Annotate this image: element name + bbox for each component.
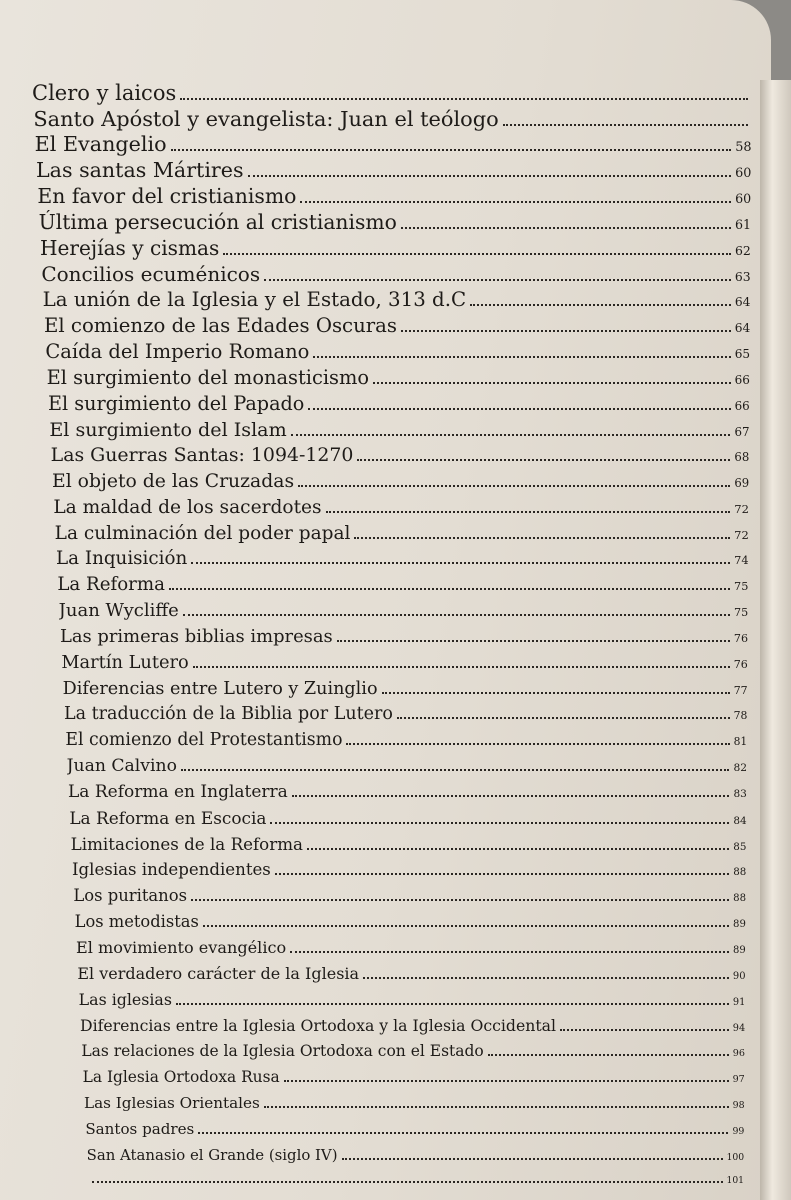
dot-leader: [290, 950, 729, 953]
dot-leader: [291, 433, 731, 436]
toc-entry: [53, 496, 749, 521]
entry-title: La Inquisición: [56, 548, 188, 569]
toc-entry: [71, 834, 747, 858]
entry-page: 63: [734, 269, 751, 284]
toc-entry: [77, 964, 745, 987]
entry-page: 94: [732, 1023, 746, 1034]
entry-title: Los metodistas: [74, 912, 199, 931]
toc-entry: [60, 626, 748, 650]
dot-leader: [382, 691, 730, 694]
entry-title: El objeto de las Cruzadas: [52, 471, 295, 492]
dot-leader: [326, 510, 731, 513]
entry-title: Santos padres: [85, 1120, 195, 1138]
toc-entry: [67, 756, 747, 779]
toc-entry: [80, 1016, 745, 1039]
dot-leader: [284, 1079, 729, 1082]
dot-leader: [470, 303, 731, 306]
entry-title: La Reforma en Escocia: [69, 808, 267, 828]
toc-entry: [83, 1068, 745, 1089]
entry-page: 58: [735, 140, 752, 155]
toc-entry: [55, 522, 749, 547]
entry-page: 74: [734, 553, 749, 567]
entry-page: 76: [733, 658, 748, 671]
entry-page: 60: [735, 166, 752, 181]
entry-page: 83: [733, 788, 747, 800]
toc-entry: [72, 860, 746, 883]
entry-page: 89: [733, 919, 746, 930]
entry-title: El Evangelio: [34, 132, 167, 156]
dot-leader: [401, 329, 731, 332]
entry-page: 62: [734, 243, 751, 258]
toc-entry: [81, 1042, 745, 1063]
entry-title: Las primeras biblias impresas: [60, 626, 333, 647]
toc-entry: [88, 1172, 744, 1191]
entry-page: 66: [734, 399, 750, 413]
toc-entry: [43, 288, 751, 315]
entry-title: En favor del cristianismo: [37, 184, 297, 208]
entry-title: Juan Wycliffe: [58, 600, 179, 621]
entry-page: 88: [733, 866, 747, 878]
entry-title: Herejías y cismas: [40, 236, 220, 260]
dot-leader: [397, 716, 730, 719]
entry-page: 85: [733, 841, 747, 853]
entry-title: El surgimiento del Papado: [48, 392, 305, 415]
entry-page: 81: [733, 735, 748, 748]
dot-leader: [181, 768, 730, 771]
entry-page: 75: [733, 606, 749, 619]
toc-entry: [73, 886, 746, 910]
dot-leader: [176, 1002, 729, 1005]
entry-title: La traducción de la Biblia por Lutero: [64, 704, 393, 724]
entry-page: 72: [734, 528, 749, 542]
dot-leader: [183, 613, 730, 616]
toc-entry: [63, 678, 748, 702]
entry-page: 78: [733, 709, 748, 722]
entry-page: 90: [732, 971, 746, 982]
toc-entry: [85, 1120, 744, 1142]
dot-leader: [342, 1157, 723, 1160]
entry-page: 96: [732, 1048, 745, 1059]
toc-entry: [65, 730, 747, 753]
entry-title: El comienzo del Protestantismo: [65, 730, 343, 750]
entry-page: 99: [732, 1126, 745, 1137]
toc-entry: [79, 990, 746, 1013]
entry-title: Diferencias entre la Iglesia Ortodoxa y la Iglesia Occidental: [80, 1016, 557, 1035]
toc-entry: [39, 210, 751, 237]
toc-entry: [36, 158, 751, 187]
toc-entry: [40, 236, 751, 263]
toc-entry: [37, 184, 751, 212]
toc-entry: [45, 340, 750, 366]
entry-title: La maldad de los sacerdotes: [53, 497, 322, 518]
entry-title: El movimiento evangélico: [76, 938, 287, 957]
toc-entry: [49, 418, 749, 445]
dot-leader: [248, 174, 732, 177]
dot-leader: [169, 587, 730, 590]
entry-page: 72: [734, 502, 749, 516]
toc-entry: [56, 548, 749, 572]
dot-leader: [180, 97, 748, 100]
dot-leader: [198, 1131, 728, 1134]
dot-leader: [373, 381, 731, 384]
entry-title: Concilios ecuménicos: [41, 262, 261, 286]
entry-title: Iglesias independientes: [72, 860, 271, 879]
toc-entry: [48, 392, 750, 418]
dot-leader: [300, 200, 731, 203]
toc-entry: [87, 1146, 745, 1168]
dot-leader: [307, 847, 729, 850]
dot-leader: [223, 252, 731, 255]
entry-title: Santo Apóstol y evangelista: Juan el teólogo: [33, 107, 499, 131]
dot-leader: [264, 1105, 729, 1108]
entry-page: 97: [732, 1074, 745, 1085]
dot-leader: [357, 458, 730, 461]
dot-leader: [503, 123, 748, 126]
dot-leader: [401, 226, 731, 229]
toc-entry: [47, 366, 750, 392]
entry-page: 82: [733, 761, 748, 774]
dot-leader: [171, 148, 732, 151]
entry-page: 101: [726, 1175, 744, 1186]
entry-page: 66: [734, 373, 750, 387]
entry-page: 60: [735, 191, 752, 206]
dot-leader: [193, 665, 730, 668]
dot-leader: [298, 484, 730, 487]
dot-leader: [92, 1180, 723, 1183]
entry-page: 65: [734, 347, 751, 361]
dot-leader: [354, 536, 730, 539]
toc-entry: [69, 808, 746, 832]
dot-leader: [346, 742, 729, 745]
dot-leader: [191, 898, 729, 901]
entry-title: La unión de la Iglesia y el Estado, 313 d.C: [42, 288, 467, 311]
dot-leader: [488, 1053, 729, 1056]
entry-title: Última persecución al cristianismo: [38, 210, 397, 234]
entry-title: Las santas Mártires: [36, 158, 244, 182]
entry-page: 64: [734, 321, 751, 335]
entry-page: 68: [734, 450, 750, 464]
dot-leader: [275, 872, 729, 875]
dot-leader: [292, 794, 730, 797]
toc-entry: [41, 262, 750, 289]
toc-entry: [35, 132, 752, 161]
entry-title: La Iglesia Ortodoxa Rusa: [82, 1068, 280, 1086]
entry-title: Diferencias entre Lutero y Zuinglio: [62, 679, 378, 699]
entry-page: 76: [733, 632, 748, 645]
entry-title: El surgimiento del monasticismo: [46, 366, 370, 389]
entry-title: El surgimiento del Islam: [49, 418, 287, 441]
dot-leader: [313, 355, 730, 358]
entry-page: 91: [732, 997, 746, 1008]
entry-page: 61: [735, 217, 752, 232]
entry-page: 64: [734, 295, 751, 309]
entry-page: 89: [733, 945, 746, 956]
dot-leader: [203, 924, 729, 927]
dot-leader: [337, 639, 730, 642]
toc-entry: [57, 574, 748, 599]
toc-entry: [75, 912, 746, 935]
dot-leader: [308, 407, 730, 410]
entry-title: Las iglesias: [78, 990, 172, 1009]
entry-title: La culminación del poder papal: [54, 523, 351, 544]
entry-page: 84: [733, 815, 747, 827]
dot-leader: [270, 821, 729, 824]
entry-page: 88: [733, 893, 747, 904]
entry-title: Limitaciones de la Reforma: [70, 834, 303, 854]
toc-entry: [52, 470, 749, 496]
entry-page: 77: [733, 684, 748, 697]
entry-title: Las relaciones de la Iglesia Ortodoxa con el Estado: [81, 1042, 484, 1060]
entry-title: Juan Calvino: [66, 756, 177, 776]
entry-title: La Reforma en Inglaterra: [68, 782, 288, 802]
entry-title: Los puritanos: [73, 886, 188, 905]
entry-title: Caída del Imperio Romano: [45, 340, 310, 363]
entry-page: 69: [734, 476, 750, 490]
toc-entry: [32, 80, 752, 106]
dot-leader: [191, 561, 730, 564]
toc-entry: [51, 444, 750, 470]
entry-page: 67: [734, 425, 750, 439]
dot-leader: [363, 976, 729, 979]
toc-entry: [68, 782, 747, 805]
dot-leader: [264, 278, 731, 281]
entry-title: Clero y laicos: [32, 81, 177, 105]
toc-entry: [33, 106, 751, 132]
toc-entry: [64, 704, 747, 727]
toc-entry: [59, 600, 749, 625]
entry-title: San Atanasio el Grande (siglo IV): [86, 1146, 338, 1164]
dot-leader: [560, 1028, 729, 1031]
entry-title: Las Guerras Santas: 1094-1270: [50, 444, 354, 466]
toc-entry: [76, 938, 746, 961]
entry-title: El verdadero carácter de la Iglesia: [77, 964, 360, 983]
entry-title: Martín Lutero: [61, 652, 189, 673]
entry-page: 100: [726, 1152, 745, 1163]
toc-entry: [44, 314, 750, 341]
entry-page: 98: [732, 1100, 745, 1111]
toc-entry: [61, 652, 747, 676]
entry-page: 75: [734, 580, 749, 593]
toc-entry: [84, 1094, 745, 1115]
entry-title: Las Iglesias Orientales: [84, 1094, 260, 1112]
entry-title: El comienzo de las Edades Oscuras: [44, 314, 398, 337]
entry-title: La Reforma: [57, 574, 165, 595]
